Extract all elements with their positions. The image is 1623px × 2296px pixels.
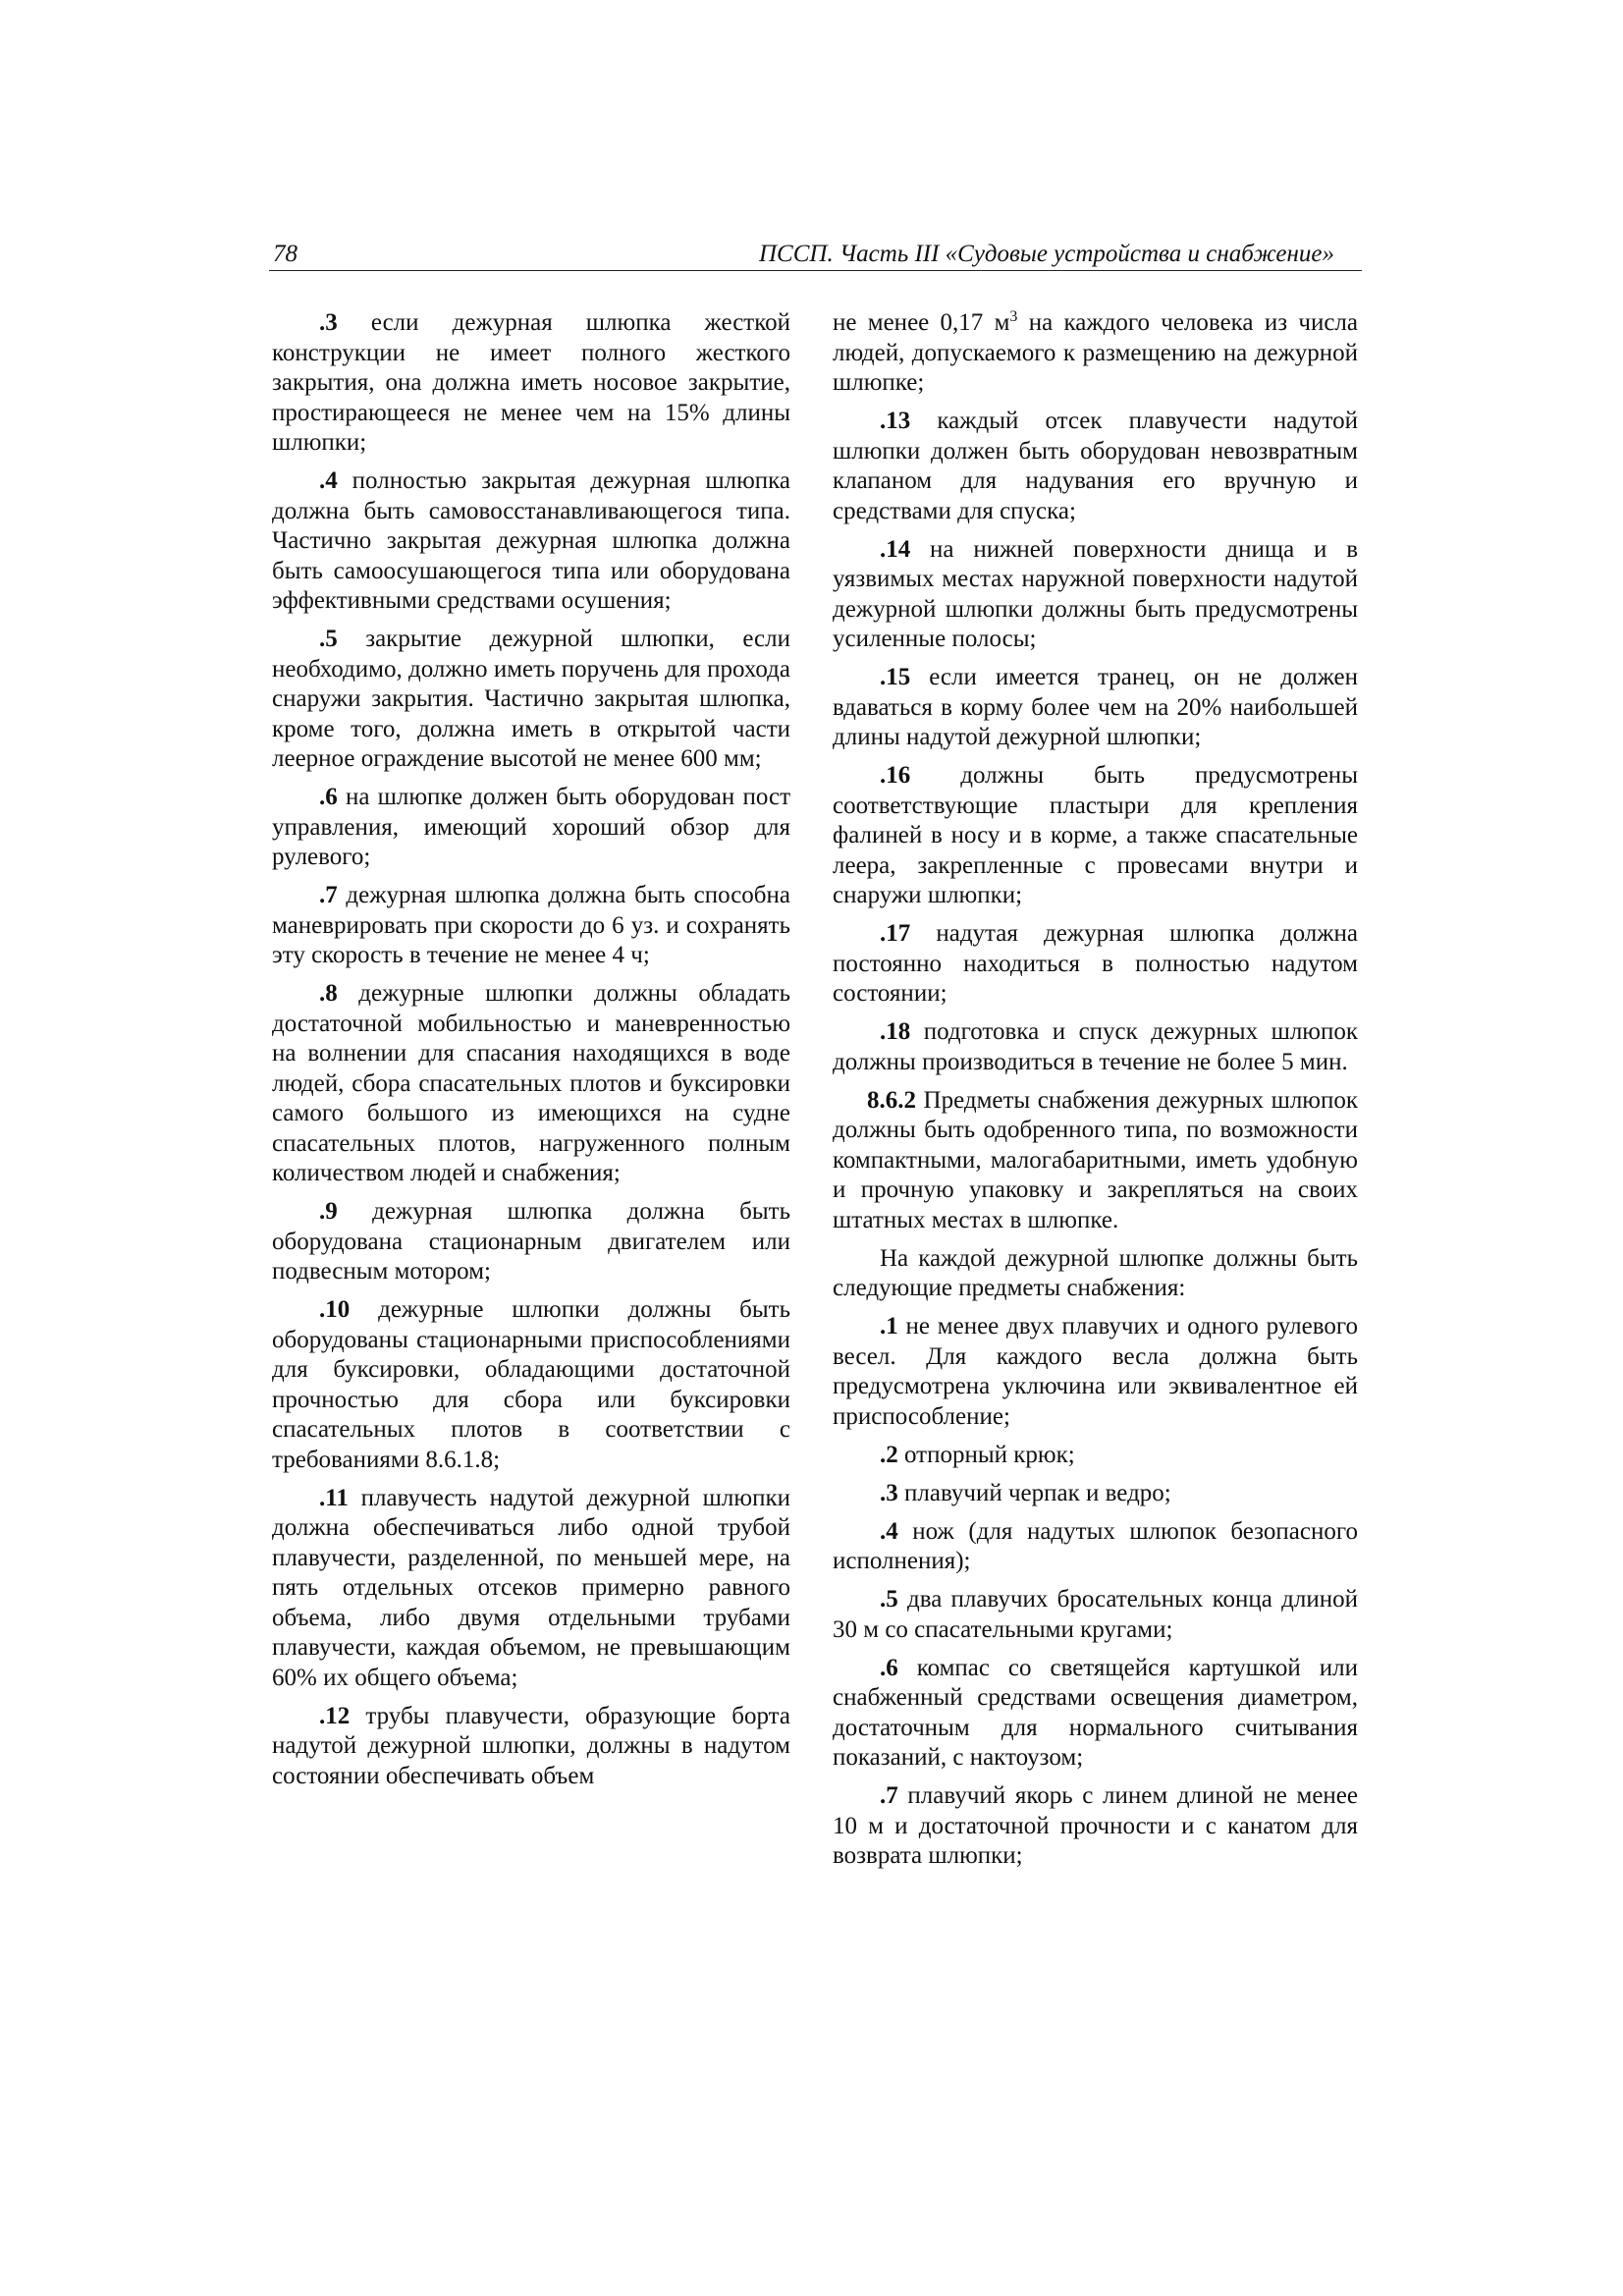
list-item bbox=[833, 663, 1358, 753]
item-number: .6 bbox=[880, 1654, 898, 1681]
item-text: если дежурная шлюпка жесткой конструкции не имеет полного жесткого закрытия, она должна иметь носовое закрытие, простирающееся не менее чем на 15% длины шлюпки; bbox=[272, 309, 790, 456]
item-text: два плавучих бросательных конца длиной 30 м со спасательными кругами; bbox=[833, 1586, 1358, 1643]
list-item bbox=[833, 1441, 1358, 1471]
item-number: .7 bbox=[880, 1782, 898, 1809]
item-number: .5 bbox=[880, 1586, 898, 1613]
list-item bbox=[833, 407, 1358, 526]
item-number: .6 bbox=[319, 784, 338, 810]
item-text: дежурные шлюпки должны быть оборудованы стационарными приспособлениями для буксировки, обладающими достаточной прочностью для сбора или буксировки спасательных плотов в соответствии с требованиями 8.6.1.8; bbox=[272, 1296, 790, 1473]
item-number: .5 bbox=[319, 626, 338, 652]
item-number: .7 bbox=[319, 882, 338, 908]
left-column bbox=[272, 308, 790, 1800]
item-number: .1 bbox=[880, 1313, 898, 1339]
right-column bbox=[833, 308, 1358, 1880]
section-paragraph bbox=[833, 1086, 1358, 1236]
item-number: .8 bbox=[319, 980, 338, 1007]
item-number: .16 bbox=[880, 762, 911, 789]
list-item bbox=[272, 1702, 790, 1792]
item-number: .18 bbox=[880, 1018, 911, 1045]
item-text: дежурная шлюпка должна быть способна маневрировать при скорости до 6 уз. и сохранять эту скорость в течение не менее 4 ч; bbox=[272, 882, 790, 968]
list-item bbox=[833, 1312, 1358, 1432]
item-text: плавучий черпак и ведро; bbox=[897, 1479, 1171, 1506]
item-number: .13 bbox=[880, 408, 911, 434]
list-item bbox=[272, 979, 790, 1189]
item-number: .15 bbox=[880, 664, 911, 690]
section-number: 8.6.2 bbox=[867, 1086, 916, 1114]
list-item bbox=[272, 466, 790, 617]
list-item bbox=[272, 783, 790, 873]
superscript: 3 bbox=[1009, 308, 1018, 325]
item-text: каждый отсек плавучести надутой шлюпки должен быть оборудован невозвратным клапаном для надувания его вручную и средствами для спуска; bbox=[833, 408, 1358, 524]
intro-paragraph: На каждой дежурной шлюпке должны быть следующие предметы снабжения: bbox=[833, 1244, 1358, 1301]
item-text: подготовка и спуск дежурных шлюпок должны производиться в течение не более 5 мин. bbox=[833, 1018, 1358, 1075]
list-item bbox=[833, 1585, 1358, 1645]
item-text: полностью закрытая дежурная шлюпка должна быть самовосстанавливающегося типа. Частично закрытая дежурная шлюпка должна быть самоосушающегося типа или оборудована эффективными средствами осушения; bbox=[272, 467, 790, 614]
item-number: .2 bbox=[880, 1441, 898, 1468]
item-text: закрытие дежурной шлюпки, если необходимо, должно иметь поручень для прохода снаружи закрытия. Частично закрытая шлюпка, кроме того, должна иметь в открытой части леерное ограждение высотой не менее 600 мм; bbox=[272, 626, 790, 772]
continuation-text-end: на каждого человека из числа людей, допускаемого к размещению на дежурной шлюпке; bbox=[833, 309, 1358, 396]
list-item bbox=[833, 535, 1358, 655]
section-text: Предметы снабжения дежурных шлюпок должны быть одобренного типа, по возможности компактными, малогабаритными, иметь удобную и прочную упаковку и закрепляться на своих штатных местах в шлюпке. bbox=[833, 1086, 1358, 1233]
list-item bbox=[272, 1197, 790, 1287]
list-item bbox=[833, 761, 1358, 911]
list-item bbox=[272, 308, 790, 459]
list-item bbox=[272, 881, 790, 971]
running-header bbox=[269, 239, 1362, 271]
item-number: .4 bbox=[880, 1517, 898, 1545]
continuation-text: не менее 0,17 м bbox=[833, 309, 1010, 336]
item-number: .11 bbox=[319, 1484, 349, 1511]
item-text: компас со светящейся картушкой или снабженный средствами освещения диаметром, достаточным для нормального считывания показаний, с нактоузом; bbox=[833, 1654, 1358, 1771]
list-item bbox=[272, 1295, 790, 1475]
item-text: на шлюпке должен быть оборудован пост управления, имеющий хороший обзор для рулевого; bbox=[272, 784, 790, 870]
item-number: .9 bbox=[319, 1198, 338, 1225]
list-item bbox=[833, 919, 1358, 1010]
item-text: плавучесть надутой дежурной шлюпки должна обеспечиваться либо одной трубой плавучести, разделенной, по меньшей мере, на пять отдельных отсеков примерно равного объема, либо двумя отдельными трубами плавучести, каждая объемом, не превышающим 60% их общего объема; bbox=[272, 1484, 790, 1691]
list-item bbox=[833, 1517, 1358, 1577]
item-number: .10 bbox=[319, 1296, 351, 1323]
item-text: должны быть предусмотрены соответствующие пластыри для крепления фалиней в носу и в корме, а также спасательные леера, закрепленные с провесами внутри и снаружи шлюпки; bbox=[833, 762, 1358, 908]
item-text: нож (для надутых шлюпок безопасного исполнения); bbox=[833, 1517, 1358, 1574]
item-text: трубы плавучести, образующие борта надутой дежурной шлюпки, должны в надутом состоянии обеспечивать объем bbox=[272, 1702, 790, 1789]
list-item bbox=[272, 1484, 790, 1694]
item-number: .3 bbox=[319, 309, 338, 336]
list-item bbox=[272, 625, 790, 775]
item-text: дежурные шлюпки должны обладать достаточной мобильностью и маневренностью на волнении для спасания находящихся в воде людей, сбора спасательных плотов и буксировки самого большого из имеющихся на судне спасательных плотов, нагруженного полным количеством людей и снабжения; bbox=[272, 980, 790, 1186]
item-text: плавучий якорь с линем длиной не менее 10 м и достаточной прочности и с канатом для возврата шлюпки; bbox=[833, 1782, 1358, 1869]
item-number: .17 bbox=[880, 920, 911, 947]
item-text: отпорный крюк; bbox=[897, 1441, 1075, 1468]
item-text: не менее двух плавучих и одного рулевого весел. Для каждого весла должна быть предусмотрена уключина или эквивалентное ей приспособление; bbox=[833, 1313, 1358, 1430]
item-number: .3 bbox=[880, 1479, 898, 1506]
list-item bbox=[833, 1654, 1358, 1774]
item-text: дежурная шлюпка должна быть оборудована стационарным двигателем или подвесным мотором; bbox=[272, 1198, 790, 1285]
item-number: .14 bbox=[880, 535, 911, 563]
list-item bbox=[833, 1017, 1358, 1077]
item-text: на нижней поверхности днища и в уязвимых местах наружной поверхности надутой дежурной шлюпки должны быть предусмотрены усиленные полосы; bbox=[833, 535, 1358, 652]
item-text: если имеется транец, он не должен вдаваться в корму более чем на 20% наибольшей длины надутой дежурной шлюпки; bbox=[833, 664, 1358, 750]
list-item bbox=[833, 1479, 1358, 1509]
item-number: .12 bbox=[319, 1702, 351, 1729]
item-number: .4 bbox=[319, 467, 338, 494]
running-title: ПССП. Часть III «Судовые устройства и снабжение» bbox=[759, 241, 1334, 267]
page-number: 78 bbox=[273, 241, 298, 267]
continuation-paragraph bbox=[833, 308, 1358, 399]
list-item bbox=[833, 1781, 1358, 1872]
item-text: надутая дежурная шлюпка должна постоянно находиться в полностью надутом состоянии; bbox=[833, 920, 1358, 1007]
